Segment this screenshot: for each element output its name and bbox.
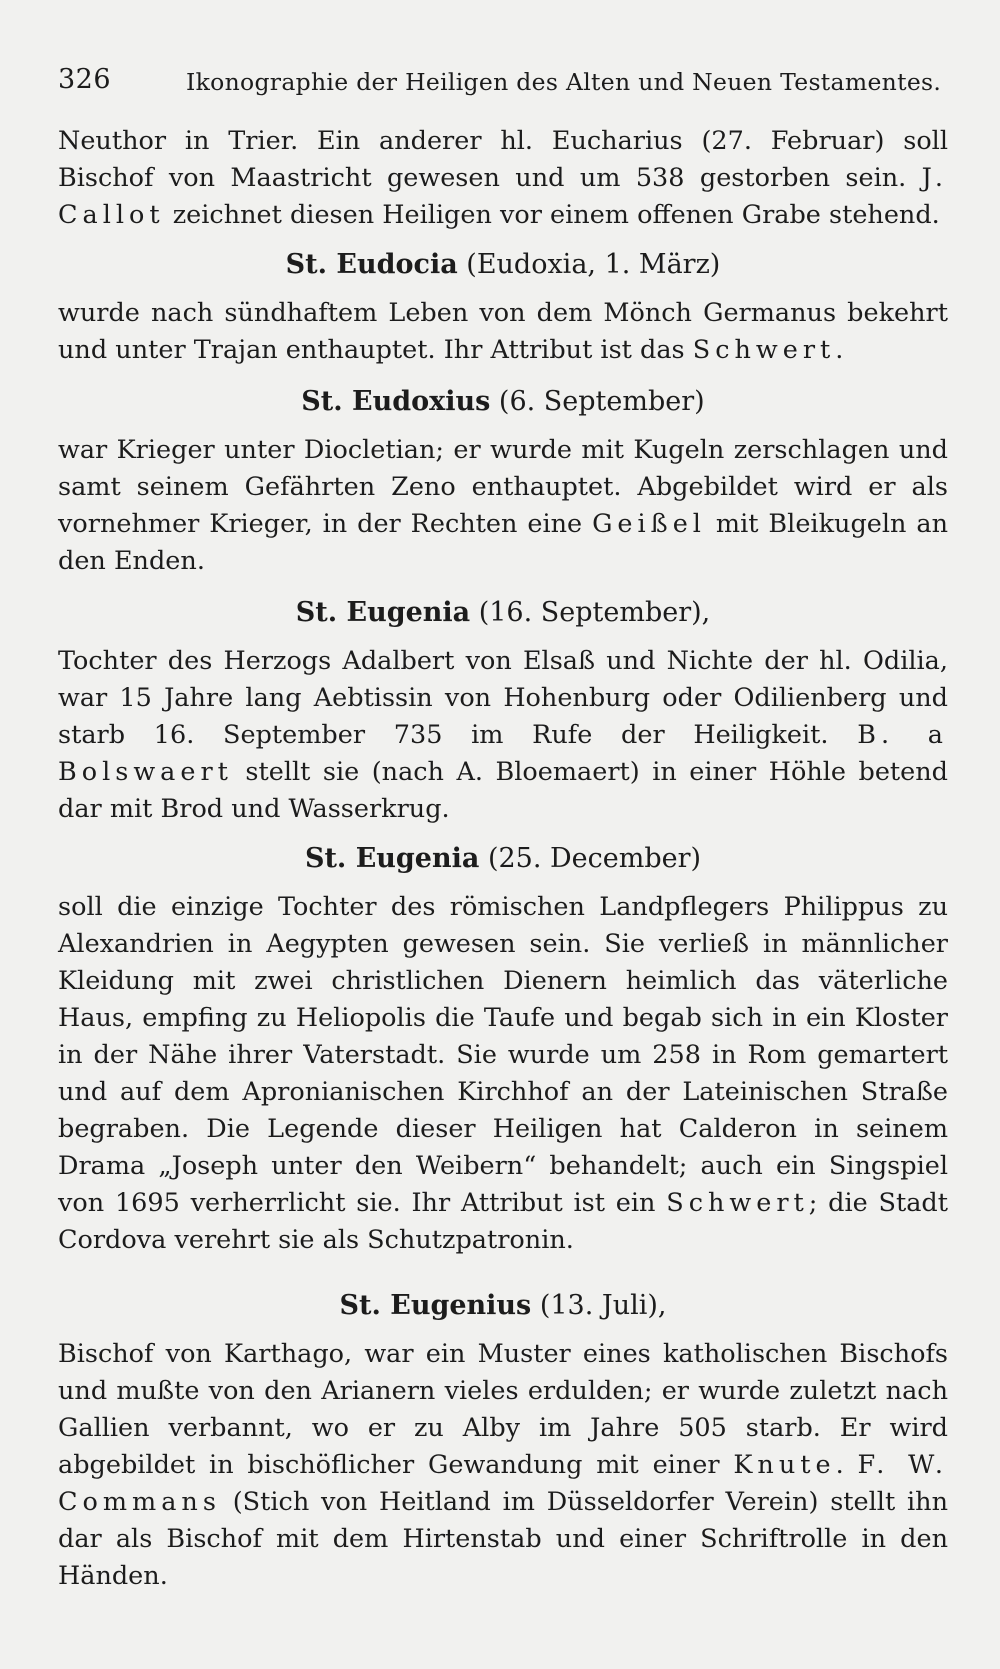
feast-date: (16. September), — [470, 597, 711, 628]
entry-text — [58, 1336, 948, 1595]
entry-heading — [58, 594, 948, 631]
entry-heading — [58, 383, 948, 420]
page-header — [58, 64, 948, 104]
attribute-emphasis: Schwert — [692, 335, 836, 365]
entry-body: war Krieger unter Diocletian; er wurde mit Kugeln zerschlagen und samt seinem Gefährten Zeno enthauptet. Abgebildet wird er als vornehmer Krieger, in der Rechten eine — [58, 435, 948, 539]
saint-name: St. Eudoxius — [301, 386, 491, 417]
entry-text — [58, 643, 948, 828]
feast-date: (Eudoxia, 1. März) — [457, 249, 721, 280]
entry-body: Tochter des Herzogs Adalbert von Elsaß und Nichte der hl. Odilia, war 15 Jahre lang Aebtissin von Hohenburg oder Odilienberg und starb 16. September 735 im Rufe der Heiligkeit. — [58, 646, 948, 750]
entry-body-end: stellt sie (nach A. Bloemaert) in einer Höhle betend dar mit Brod und Wasserkrug. — [58, 757, 948, 824]
entry-text — [58, 889, 948, 1259]
saint-name: St. Eugenia — [304, 843, 480, 874]
feast-date: (6. September) — [490, 386, 705, 417]
artist-emphasis: F. W. Commans — [58, 1450, 949, 1517]
entry-body: wurde nach sündhaftem Leben von dem Mönch Germanus bekehrt und unter Trajan enthauptet. Ihr Attribut ist das — [58, 298, 948, 365]
feast-date: (25. December) — [479, 843, 702, 874]
feast-date: (13. Juli), — [531, 1290, 667, 1321]
artist-name: J. Callot — [58, 163, 948, 230]
artist-emphasis: B. a Bolswaert — [58, 720, 948, 787]
attribute-emphasis: Schwert — [666, 1188, 809, 1218]
entry-body-end: ; die Stadt Cordova verehrt sie als Schutzpatronin. — [58, 1188, 948, 1255]
entry-heading — [58, 1287, 948, 1324]
entry-body: Bischof von Karthago, war ein Muster eines katholischen Bischofs und mußte von den Arianern vieles erdulden; er wurde zuletzt nach Gallien verbannt, wo er zu Alby im Jahre 505 starb. Er wird abgebildet in bischöflicher Gewandung mit einer — [58, 1339, 948, 1480]
entry-body: soll die einzige Tochter des römischen Landpflegers Philippus zu Alexandrien in Aegypten gewesen sein. Sie verließ in männlicher Kleidung mit zwei christlichen Dienern heimlich das väterliche Haus, empfing zu Heliopolis die Taufe und begab sich in ein Kloster in der Nähe ihrer Vaterstadt. Sie wurde um 258 in Rom gemartert und auf dem Apronianischen Kirchhof an der Lateinischen Straße begraben. Die Legende dieser Heiligen hat Calderon in seinem Drama „Joseph unter den Weibern“ behandelt; auch ein Singspiel von 1695 verherrlicht sie. Ihr Attribut ist ein — [58, 892, 948, 1218]
page-body — [58, 123, 948, 1595]
running-title: Ikonographie der Heiligen des Alten und Neuen Testamentes. — [186, 68, 942, 96]
intro-text: Neuthor in Trier. Ein anderer hl. Eucharius (27. Februar) soll Bischof von Maastricht gewesen und um 538 gestorben sein. — [58, 126, 948, 193]
entry-heading — [58, 840, 948, 877]
entry-body-end: mit Bleikugeln an den Enden. — [58, 509, 948, 576]
saint-name: St. Eugenia — [295, 597, 471, 628]
saint-name: St. Eugenius — [339, 1290, 532, 1321]
page-number: 326 — [58, 64, 112, 95]
attribute-emphasis: Knute — [733, 1450, 836, 1480]
entry-body-mid: . — [835, 1450, 858, 1480]
entry-text — [58, 432, 948, 580]
entry-text — [58, 295, 948, 369]
saint-name: St. Eudocia — [285, 249, 458, 280]
attribute-emphasis: Geißel — [592, 509, 706, 539]
intro-paragraph — [58, 123, 948, 234]
intro-text-end: zeichnet diesen Heiligen vor einem offenen Grabe stehend. — [164, 200, 940, 230]
entry-heading — [58, 246, 948, 283]
entry-body-end: (Stich von Heitland im Düsseldorfer Verein) stellt ihn dar als Bischof mit dem Hirtenstab und einer Schriftrolle in den Händen. — [58, 1487, 948, 1591]
entry-body-end: . — [835, 335, 844, 365]
